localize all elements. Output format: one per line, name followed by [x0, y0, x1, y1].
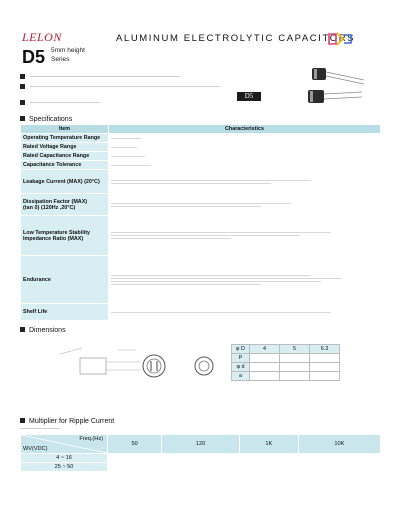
ripple-voltage-label: 4 ~ 16 [21, 454, 108, 463]
series-subtitle [51, 46, 85, 64]
capacitor-product-image [306, 66, 368, 108]
ripple-freq-header: 50 [108, 435, 162, 454]
dim-header-cell: 5 [280, 345, 310, 354]
spec-row-label: Operating Temperature Range [21, 134, 109, 143]
feature-bullet [20, 74, 280, 80]
ripple-freq-header: 1K [239, 435, 298, 454]
dim-header-cell: φ D [232, 345, 250, 354]
dim-row-label: a [232, 372, 250, 381]
brand-mark-icon [327, 30, 353, 48]
dimension-drawing [40, 346, 220, 386]
spec-row-label: Leakage Current (MAX) (20°C) [21, 170, 109, 194]
spec-row-label: Rated Capacitance Range [21, 152, 109, 161]
faint-caption-line [20, 428, 60, 429]
series-code: D5 [22, 47, 46, 67]
spec-row-label: Endurance [21, 256, 109, 304]
ripple-heading: Multiplier for Ripple Current [20, 418, 114, 425]
dim-header-cell: 6.3 [310, 345, 340, 354]
dimensions-heading: Dimensions [20, 327, 66, 334]
ripple-freq-header: 120 [162, 435, 240, 454]
specifications-heading: Specifications [20, 116, 72, 123]
ripple-freq-header: 10K [298, 435, 380, 454]
series-tag: D5 [237, 92, 261, 101]
spec-row-label: Rated Voltage Range [21, 143, 109, 152]
spec-row-label: Capacitance Tolerance [21, 161, 109, 170]
dim-row-label: P [232, 354, 250, 363]
spec-row-label: (tan δ) (120Hz ,20°C) [23, 204, 76, 211]
ripple-table [20, 434, 381, 472]
spec-row-label: Shelf Life [21, 304, 109, 321]
feature-bullet [20, 84, 280, 90]
spec-row-label: Impedance Ratio (MAX) [23, 235, 84, 242]
spec-row-label: Dissipation Factor (MAX) [23, 198, 88, 205]
specifications-table [20, 124, 381, 321]
dimensions-table [231, 344, 340, 381]
ripple-corner-cell [21, 435, 108, 454]
page-title: ALUMINUM ELECTROLYTIC CAPACITORS [116, 33, 356, 44]
dim-header-cell: 4 [250, 345, 280, 354]
series-subtitle-line1: 5mm height [51, 47, 85, 54]
ripple-voltage-label: 25 ~ 50 [21, 463, 108, 472]
series-subtitle-line2: Series [51, 56, 70, 63]
ripple-corner-bottom: WV(VDC) [23, 446, 48, 452]
brand-logo: LELON [22, 30, 62, 44]
spec-header-item: Item [21, 125, 109, 134]
ripple-corner-top: Freq.(Hz) [79, 436, 103, 442]
feature-bullet [20, 100, 120, 106]
spec-row-label: Low Temperature Stability [23, 229, 90, 236]
spec-header-characteristics: Characteristics [109, 125, 381, 134]
dim-row-label: φ d [232, 363, 250, 372]
